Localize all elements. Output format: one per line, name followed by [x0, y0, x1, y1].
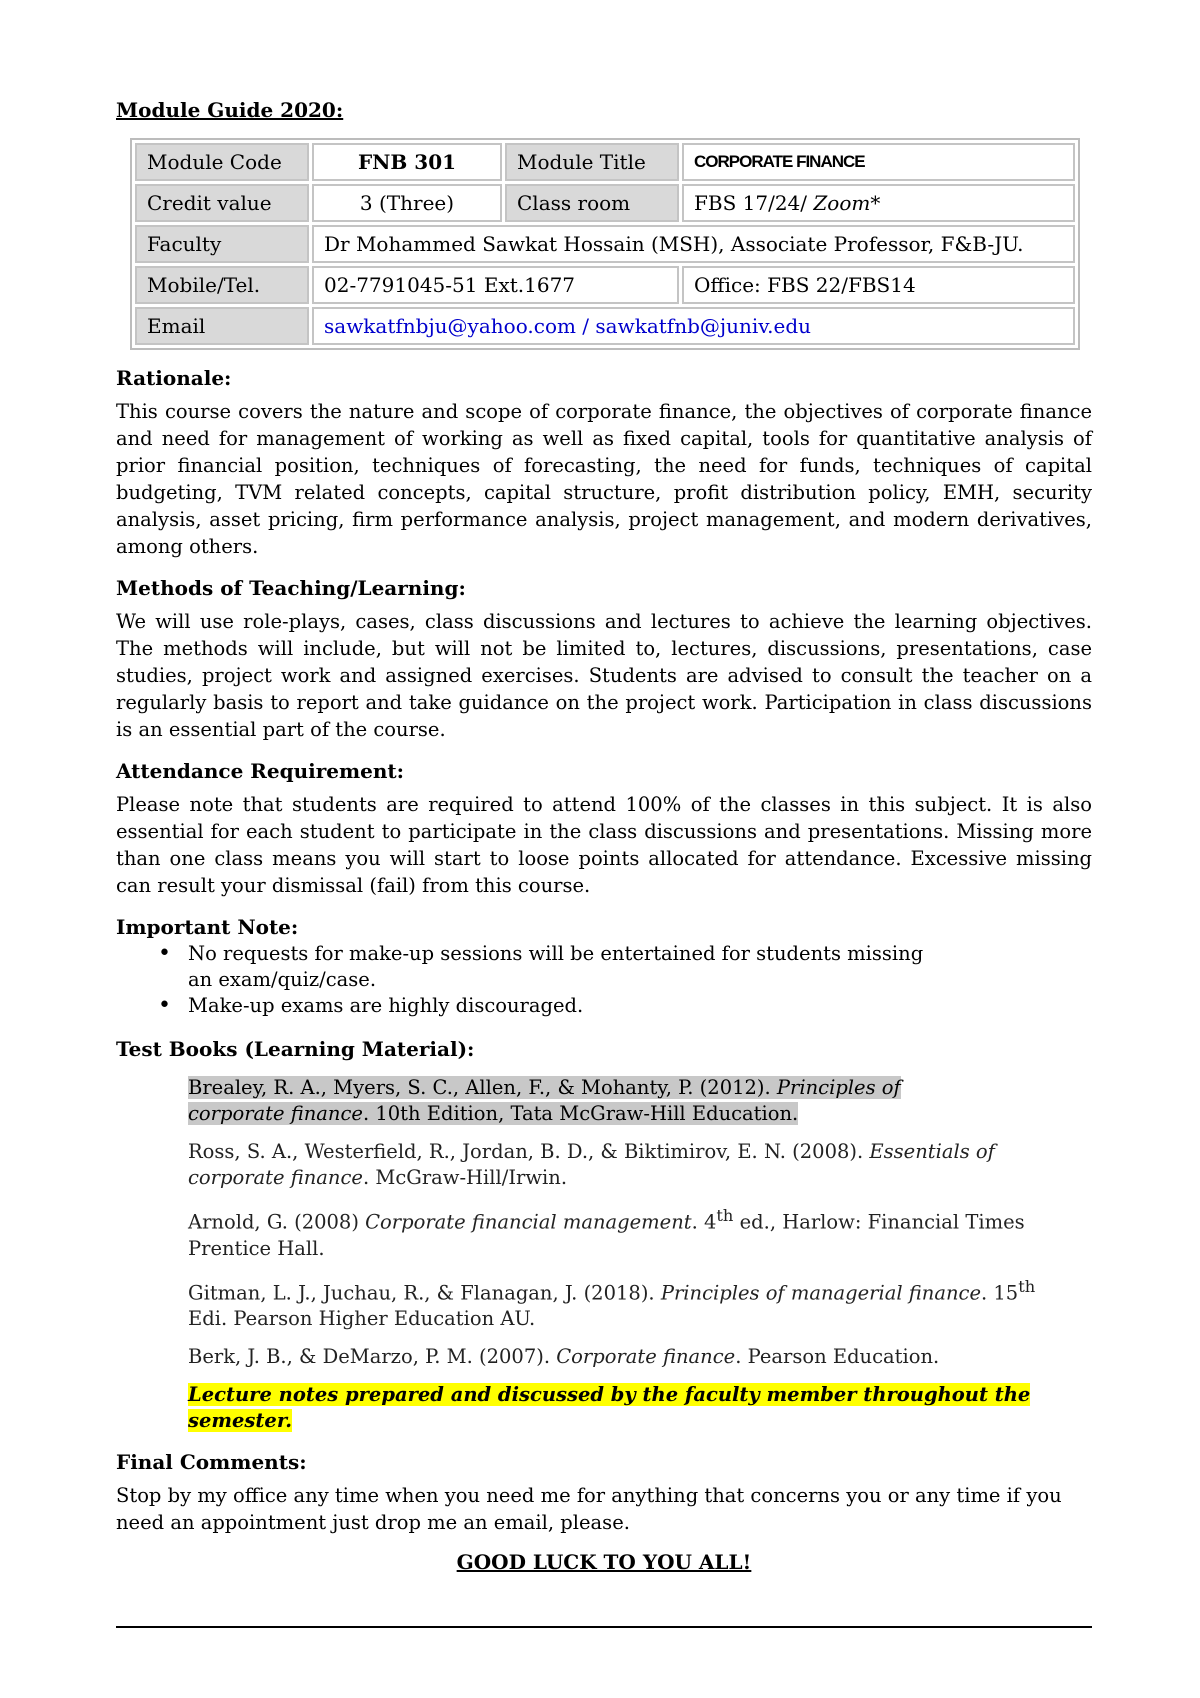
reference-item	[188, 1344, 1052, 1370]
reference-edition: . 4	[691, 1210, 717, 1234]
reference-authors: Berk, J. B., & DeMarzo, P. M. (2007).	[188, 1345, 557, 1368]
module-title-label: Module Title	[505, 143, 679, 181]
final-comments-text: Stop by my office any time when you need me for anything that concerns you or any time if you need an appointment just drop me an email, please.	[116, 1484, 1062, 1534]
table-row	[135, 225, 1075, 263]
module-info-table	[130, 138, 1080, 350]
reference-item	[188, 1274, 1052, 1333]
table-row	[135, 143, 1075, 181]
reference-publisher: Edi. Pearson Higher Education AU.	[188, 1307, 536, 1330]
books-heading: Test Books (Learning Material):	[116, 1037, 475, 1061]
table-row	[135, 184, 1075, 222]
closing-message: GOOD LUCK TO YOU ALL!	[456, 1550, 752, 1574]
reference-item	[188, 1203, 1052, 1262]
office-value: Office: FBS 22/FBS14	[682, 266, 1075, 304]
module-code-label: Module Code	[135, 143, 309, 181]
attendance-heading: Attendance Requirement:	[116, 759, 405, 783]
credit-value: 3 (Three)	[312, 184, 502, 222]
reference-edition-suffix: th	[1018, 1276, 1036, 1296]
reference-item	[188, 1139, 1052, 1191]
table-row	[135, 266, 1075, 304]
module-code-value: FNB 301	[312, 143, 502, 181]
reference-publisher: . Pearson Education.	[735, 1345, 940, 1368]
mobile-value: 02-7791045-51 Ext.1677	[312, 266, 679, 304]
classroom-label: Class room	[505, 184, 679, 222]
methods-heading: Methods of Teaching/Learning:	[116, 576, 466, 600]
reference-item	[188, 1075, 968, 1127]
important-note-heading: Important Note:	[116, 915, 299, 939]
mobile-label: Mobile/Tel.	[135, 266, 309, 304]
final-comments-heading: Final Comments:	[116, 1450, 307, 1474]
reference-title: Corporate financial management	[365, 1210, 692, 1234]
email-link[interactable]: sawkatfnbju@yahoo.com / sawkatfnb@juniv.edu	[312, 307, 1075, 345]
reference-edition-suffix: th	[716, 1206, 734, 1225]
reference-publisher: ed., Harlow: Financial Times Prentice Hall.	[188, 1210, 1025, 1260]
table-row	[135, 307, 1075, 345]
reference-item	[188, 1382, 1052, 1434]
reference-title: Essentials of corporate finance	[188, 1140, 995, 1189]
reference-edition: . 15	[981, 1281, 1019, 1304]
credit-label: Credit value	[135, 184, 309, 222]
reference-publisher: . 10th Edition, Tata McGraw-Hill Education.	[362, 1102, 799, 1125]
important-note-list	[116, 941, 1092, 1019]
rationale-text: This course covers the nature and scope of corporate finance, the objectives of corporate finance and need for management of working as well as fixed capital, tools for quantitative analysis of prior financial position, techniques of forecasting, the need for funds, techniques of capital budgeting, TVM related concepts, capital structure, profit distribution policy, EMH, security analysis, asset pricing, firm performance analysis, project management, and modern derivatives, among others.	[116, 400, 1092, 558]
reference-list	[116, 1075, 1092, 1434]
reference-authors: Arnold, G. (2008)	[188, 1210, 366, 1234]
list-item: • Make-up exams are highly discouraged.	[158, 993, 928, 1019]
email-label: Email	[135, 307, 309, 345]
reference-publisher: . McGraw-Hill/Irwin.	[362, 1166, 568, 1189]
rationale-heading: Rationale:	[116, 366, 232, 390]
doc-title: Module Guide 2020:	[116, 98, 344, 122]
footer-rule	[116, 1626, 1092, 1628]
attendance-text: Please note that students are required to attend 100% of the classes in this subject. It is also essential for each student to participate in the class discussions and presentations. Missing more than one class means you will start to loose points allocated for attendance. Excessive missing can result your dismissal (fail) from this course.	[116, 793, 1092, 897]
reference-authors: Ross, S. A., Westerfield, R., Jordan, B. D., & Biktimirov, E. N. (2008).	[188, 1140, 870, 1163]
reference-highlighted	[188, 1076, 901, 1125]
reference-title: Principles of corporate finance	[188, 1076, 901, 1125]
lecture-notes-highlight: Lecture notes prepared and discussed by the faculty member throughout the semester.	[188, 1383, 1031, 1432]
reference-authors: Gitman, L. J., Juchau, R., & Flanagan, J. (2018).	[188, 1281, 661, 1304]
methods-text: We will use role-plays, cases, class discussions and lectures to achieve the learning objectives. The methods will include, but will not be limited to, lectures, discussions, presentations, case studies, project work and assigned exercises. Students are advised to consult the teacher on a regularly basis to report and take guidance on the project work. Participation in class discussions is an essential part of the course.	[116, 610, 1092, 741]
reference-title: Corporate finance	[556, 1345, 736, 1368]
faculty-value: Dr Mohammed Sawkat Hossain (MSH), Associate Professor, F&B-JU.	[312, 225, 1075, 263]
classroom-value	[682, 184, 1075, 222]
reference-title: Principles of managerial finance	[660, 1281, 981, 1304]
module-title-value: CORPORATE FINANCE	[682, 143, 1075, 181]
list-item: • No requests for make-up sessions will be entertained for students missing an exam/quiz/case.	[158, 941, 928, 993]
classroom-rooms: FBS 17/24/	[694, 191, 814, 215]
document-content	[116, 98, 1092, 1574]
faculty-label: Faculty	[135, 225, 309, 263]
classroom-zoom: Zoom*	[813, 191, 881, 215]
reference-authors: Brealey, R. A., Myers, S. C., Allen, F., & Mohanty, P. (2012).	[188, 1076, 777, 1099]
